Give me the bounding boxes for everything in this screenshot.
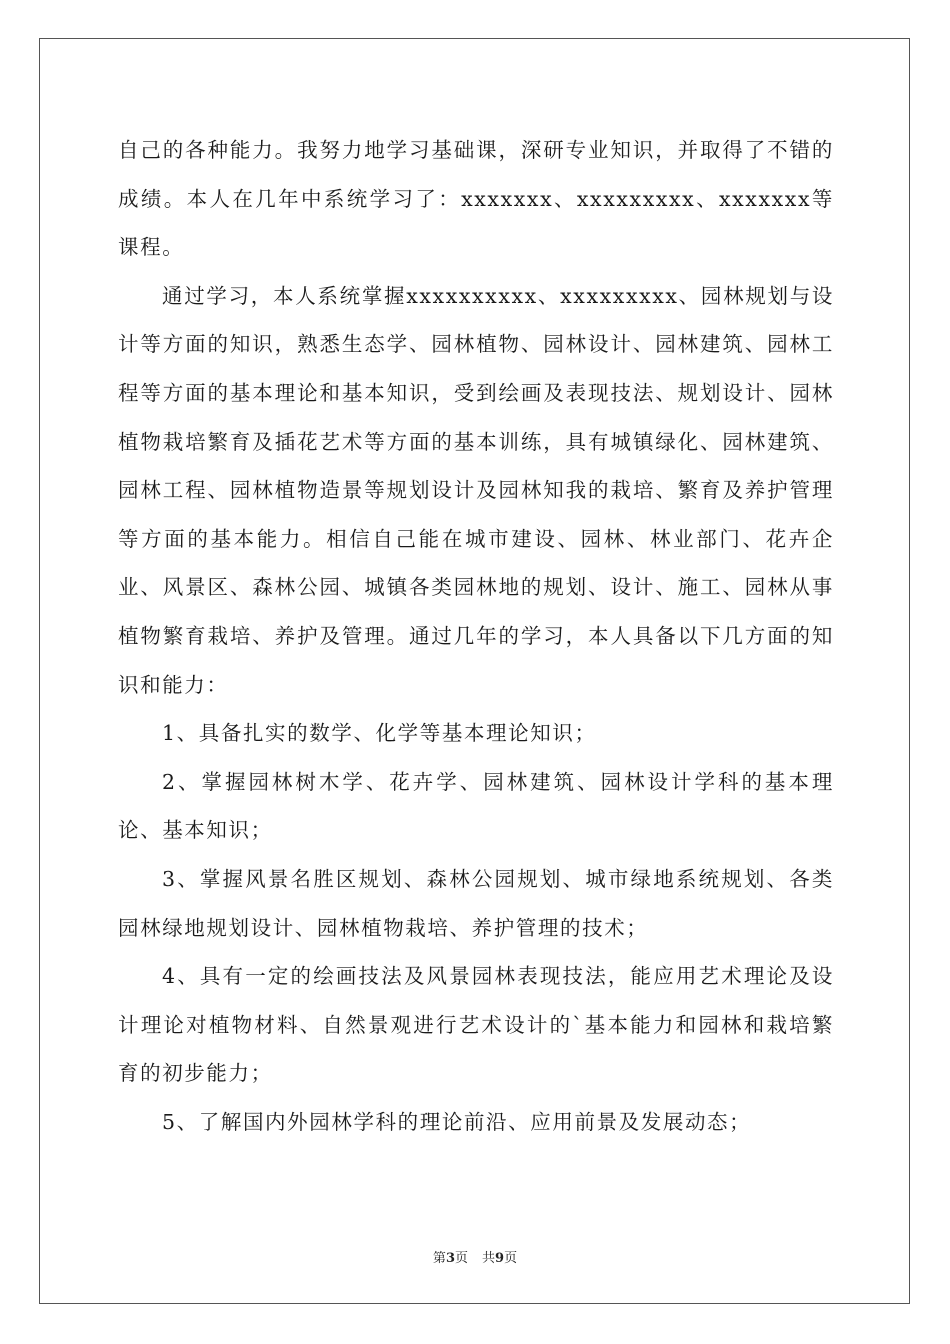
paragraph: 自己的各种能力。我努力地学习基础课，深研专业知识，并取得了不错的成绩。本人在几年中系统学习了：xxxxxxx、xxxxxxxxx、xxxxxxx等课程。 [118,138,834,260]
page-prefix: 第 [432,1251,446,1266]
list-item: 3、掌握风景名胜区规划、森林公园规划、城市绿地系统规划、各类园林绿地规划设计、园林植物栽培、养护管理的技术； [118,866,834,940]
page-footer [0,1247,950,1266]
document-body [118,126,834,1146]
current-page-number: 3 [445,1251,455,1266]
page-suffix: 页 [454,1251,468,1266]
total-page-number: 9 [495,1251,505,1266]
list-item: 4、具有一定的绘画技法及风景园林表现技法，能应用艺术理论及设计理论对植物材料、自然景观进行艺术设计的`基本能力和园林和栽培繁育的初步能力； [118,964,834,1086]
total-prefix: 共 [482,1251,496,1266]
total-suffix: 页 [504,1251,518,1266]
paragraph: 通过学习，本人系统掌握xxxxxxxxxx、xxxxxxxxx、园林规划与设计等方面的知识，熟悉生态学、园林植物、园林设计、园林建筑、园林工程等方面的基本理论和基本知识，受到绘画及表现技法、规划设计、园林植物栽培繁育及插花艺术等方面的基本训练，具有城镇绿化、园林建筑、园林工程、园林植物造景等规划设计及园林知我的栽培、繁育及养护管理等方面的基本能力。相信自己能在城市建设、园林、林业部门、花卉企业、风景区、森林公园、城镇各类园林地的规划、设计、施工、园林从事植物繁育栽培、养护及管理。通过几年的学习，本人具备以下几方面的知识和能力： [118,283,834,697]
list-item: 1、具备扎实的数学、化学等基本理论知识； [162,721,597,746]
list-item: 5、了解国内外园林学科的理论前沿、应用前景及发展动态； [162,1109,752,1134]
list-item: 2、掌握园林树木学、花卉学、园林建筑、园林设计学科的基本理论、基本知识； [118,769,834,843]
